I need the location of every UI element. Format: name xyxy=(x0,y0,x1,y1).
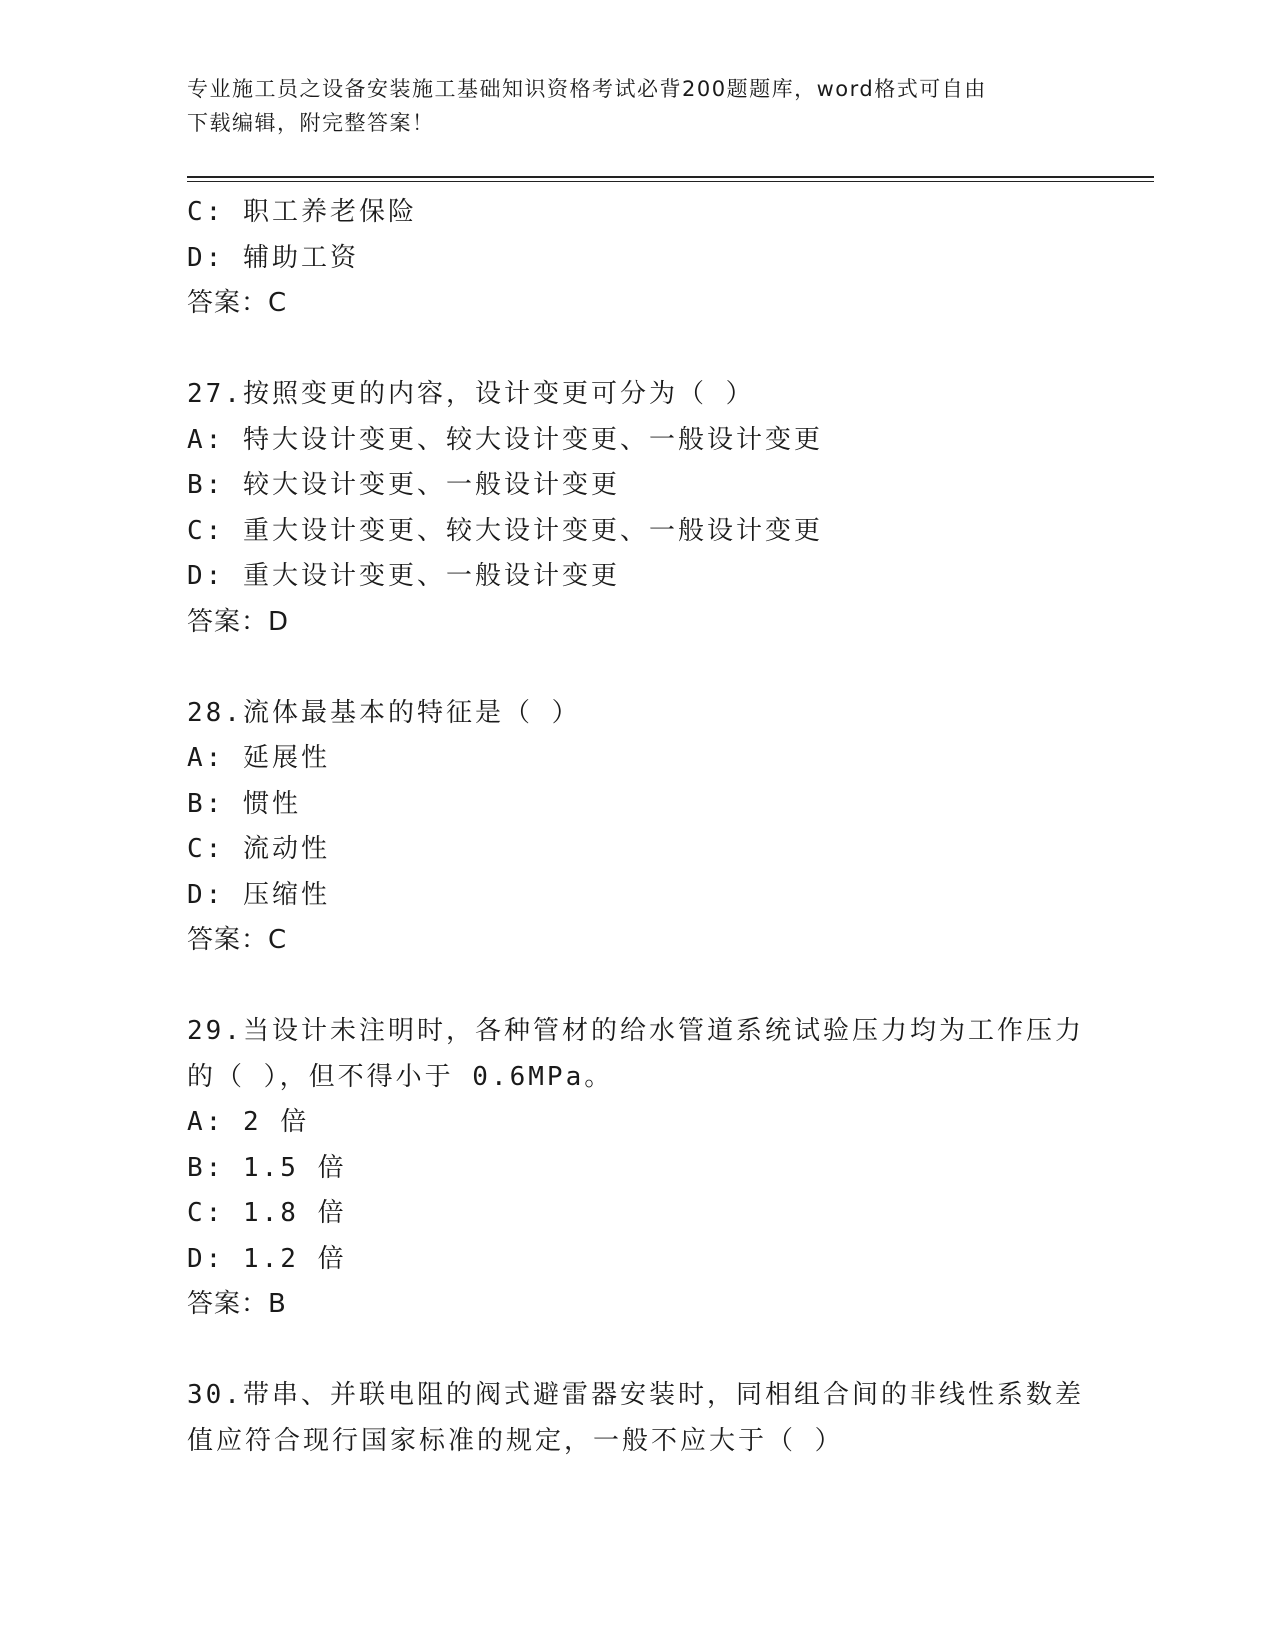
option-c: C: 1.8 倍 xyxy=(187,1198,347,1228)
option-d: D: 1.2 倍 xyxy=(187,1243,347,1274)
header-title-line-1: 专业施工员之设备安装施工基础知识资格考试必背200题题库，word格式可自由 xyxy=(187,77,987,101)
question-30 xyxy=(187,1373,1087,1464)
answer: 答案：C xyxy=(187,288,288,318)
option-c: C: 职工养老保险 xyxy=(187,197,417,227)
option-c: C: 重大设计变更、较大设计变更、一般设计变更 xyxy=(187,515,823,546)
answer: 答案：D xyxy=(187,606,290,637)
option-a: A: 2 倍 xyxy=(187,1107,310,1137)
spacer xyxy=(187,327,1087,373)
question-text-line-2: 值应符合现行国家标准的规定，一般不应大于（ ） xyxy=(187,1425,844,1456)
question-text-line-2: 的（ ），但不得小于 0.6MPa。 xyxy=(187,1061,614,1092)
answer: 答案：C xyxy=(187,925,288,955)
spacer xyxy=(187,1328,1087,1374)
question-text: 27.按照变更的内容，设计变更可分为（ ） xyxy=(187,379,755,409)
question-text-line-1: 30.带串、并联电阻的阀式避雷器安装时，同相组合间的非线性系数差 xyxy=(187,1380,1084,1410)
question-list xyxy=(187,190,1087,1464)
option-a: A: 延展性 xyxy=(187,743,330,773)
answer: 答案：B xyxy=(187,1289,287,1319)
question-28 xyxy=(187,691,1087,964)
header-title-line-2: 下载编辑，附完整答案！ xyxy=(187,111,435,135)
option-b: B: 惯性 xyxy=(187,788,301,819)
option-a: A: 特大设计变更、较大设计变更、一般设计变更 xyxy=(187,424,823,455)
header-divider-thick xyxy=(187,176,1154,178)
question-27 xyxy=(187,372,1087,645)
option-d: D: 辅助工资 xyxy=(187,242,359,273)
page-header xyxy=(187,72,1087,140)
header-divider-thin xyxy=(187,181,1154,182)
option-b: B: 1.5 倍 xyxy=(187,1152,347,1183)
option-d: D: 重大设计变更、一般设计变更 xyxy=(187,561,620,591)
spacer xyxy=(187,964,1087,1010)
question-26-tail xyxy=(187,190,1087,327)
question-text: 28.流体最基本的特征是（ ） xyxy=(187,697,581,728)
spacer xyxy=(187,645,1087,691)
option-d: D: 压缩性 xyxy=(187,879,330,910)
option-b: B: 较大设计变更、一般设计变更 xyxy=(187,470,620,500)
question-text-line-1: 29.当设计未注明时，各种管材的给水管道系统试验压力均为工作压力 xyxy=(187,1016,1084,1046)
question-29 xyxy=(187,1009,1087,1328)
option-c: C: 流动性 xyxy=(187,834,330,864)
